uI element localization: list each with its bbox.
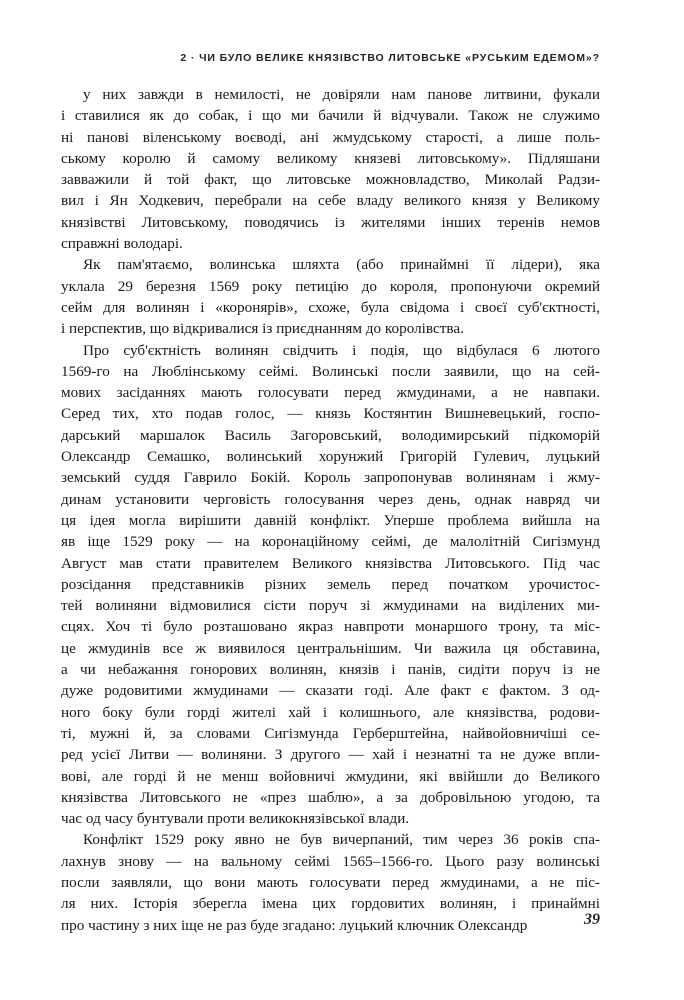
text-line: сейм для волинян і «коронярів», схоже, була свідома і своєї суб'єктності, [61, 298, 600, 316]
text-line: динам установити черговість голосування через день, однак навряд чи [61, 490, 600, 508]
text-line: ні панові віленському воєводі, ані жмудському старості, а лише поль- [61, 128, 600, 146]
text-line: Август мав стати правителем Великого князівства Литовського. Під час [61, 554, 600, 572]
text-line: сцях. Хоч ті було розташовано якраз навпроти монаршого трону, та міс- [61, 618, 600, 636]
text-line: посли заявляли, що вони мають голосувати перед жмудинами, а не піс- [61, 873, 600, 891]
text-line: ті, мужні й, за словами Сигізмунда Герберштейна, найвойовничіші се- [61, 724, 600, 742]
text-line: це жмудинів все ж виявилося центральнішим. Чи важила ця обставина, [61, 639, 600, 657]
text-line: а чи небажання гонорових волинян, князів і панів, сидіти поруч із не [61, 661, 600, 679]
text-line: мових засіданнях мають голосувати перед жмудинами, а не навпаки. [61, 384, 600, 402]
paragraph [61, 829, 600, 935]
paragraph [61, 84, 600, 254]
text-line: Серед тих, хто подав голос, — князь Костянтин Вишневецький, госпо- [61, 405, 600, 423]
text-line: Про суб'єктність волинян свідчить і подія, що відбулася 6 лютого [83, 341, 600, 359]
text-line: земський суддя Гаврило Бокій. Король запропонував волинянам і жму- [61, 469, 600, 487]
text-line: князівства Литовського не «през шаблю», а за добровільною угодою, та [61, 788, 600, 806]
text-line: вові, але горді й не менш войовничі жмудини, які ввійшли до Великого [61, 767, 600, 785]
paragraph [61, 340, 600, 830]
page-number: 39 [584, 911, 600, 928]
text-line: ця ідея могла вирішити давній конфлікт. Уперше проблема вийшла на [61, 511, 600, 529]
text-line: вил і Ян Ходкевич, перебрали на себе владу великого князя у Великому [61, 192, 600, 210]
text-line: розсідання представників різних земель перед початком урочистос- [61, 575, 600, 593]
text-line: Як пам'ятаємо, волинська шляхта (або принаймні її лідери), яка [83, 256, 600, 274]
text-line: про частину з них іще не раз буде згадано: луцький ключник Олександр [61, 916, 528, 934]
text-line: у них завжди в немилості, не довіряли нам панове литвини, фукали [83, 86, 600, 103]
paragraph [61, 254, 600, 339]
text-line: лахнув знову — на вальному сеймі 1565–1566-го. Цього разу волинські [61, 852, 600, 870]
text-line: ред усієї Литви — волиняни. З другого — хай і незнатні та не дуже впли- [61, 746, 600, 764]
body-text [61, 84, 600, 936]
text-line: князівстві Литовському, поводячись із жителями інших теренів немов [61, 213, 600, 231]
text-line: ля них. Історія зберегла імена цих гордовитих волинян, і принаймні [61, 895, 600, 913]
text-line: Олександр Семашко, волинський хорунжий Григорій Гулевич, луцький [61, 448, 600, 466]
text-line: дарський маршалок Василь Загоровський, володимирський підкоморій [61, 426, 600, 444]
text-line: дуже родовитими жмудинами — сказати годі. Але факт є фактом. З од- [61, 682, 600, 700]
text-line: яв іще 1529 року — на коронаційному сеймі, де малолітній Сигізмунд [61, 533, 600, 551]
text-line: ському королю й самому великому князеві литовському». Підляшани [61, 149, 600, 167]
text-line: і ставилися як до собак, і що ми бачили й відчували. Також не служимо [61, 107, 600, 125]
text-line: і перспектив, що відкривалися із приєднанням до королівства. [61, 320, 464, 338]
text-line: тей волиняни відмовилися сісти поруч зі жмудинами на виділених ми- [61, 597, 600, 615]
text-line: справжні володарі. [61, 235, 183, 253]
text-line: завважили й той факт, що литовське можновладство, Миколай Радзи- [61, 171, 600, 189]
text-line: ного боку були горді жителі хай і колишнього, але князівства, родови- [61, 703, 600, 721]
running-head: 2 · ЧИ БУЛО ВЕЛИКЕ КНЯЗІВСТВО ЛИТОВСЬКЕ «РУСЬКИМ ЕДЕМОМ»? [180, 52, 600, 64]
text-line: уклала 29 березня 1569 року петицію до короля, пропонуючи окремий [61, 277, 600, 295]
text-line: час од часу бунтували проти великокнязівської влади. [61, 810, 410, 828]
text-line: 1569-го на Люблінському сеймі. Волинські посли заявили, що на сей- [61, 362, 600, 380]
text-line: Конфлікт 1529 року явно не був вичерпаний, тим через 36 років спа- [83, 831, 600, 849]
